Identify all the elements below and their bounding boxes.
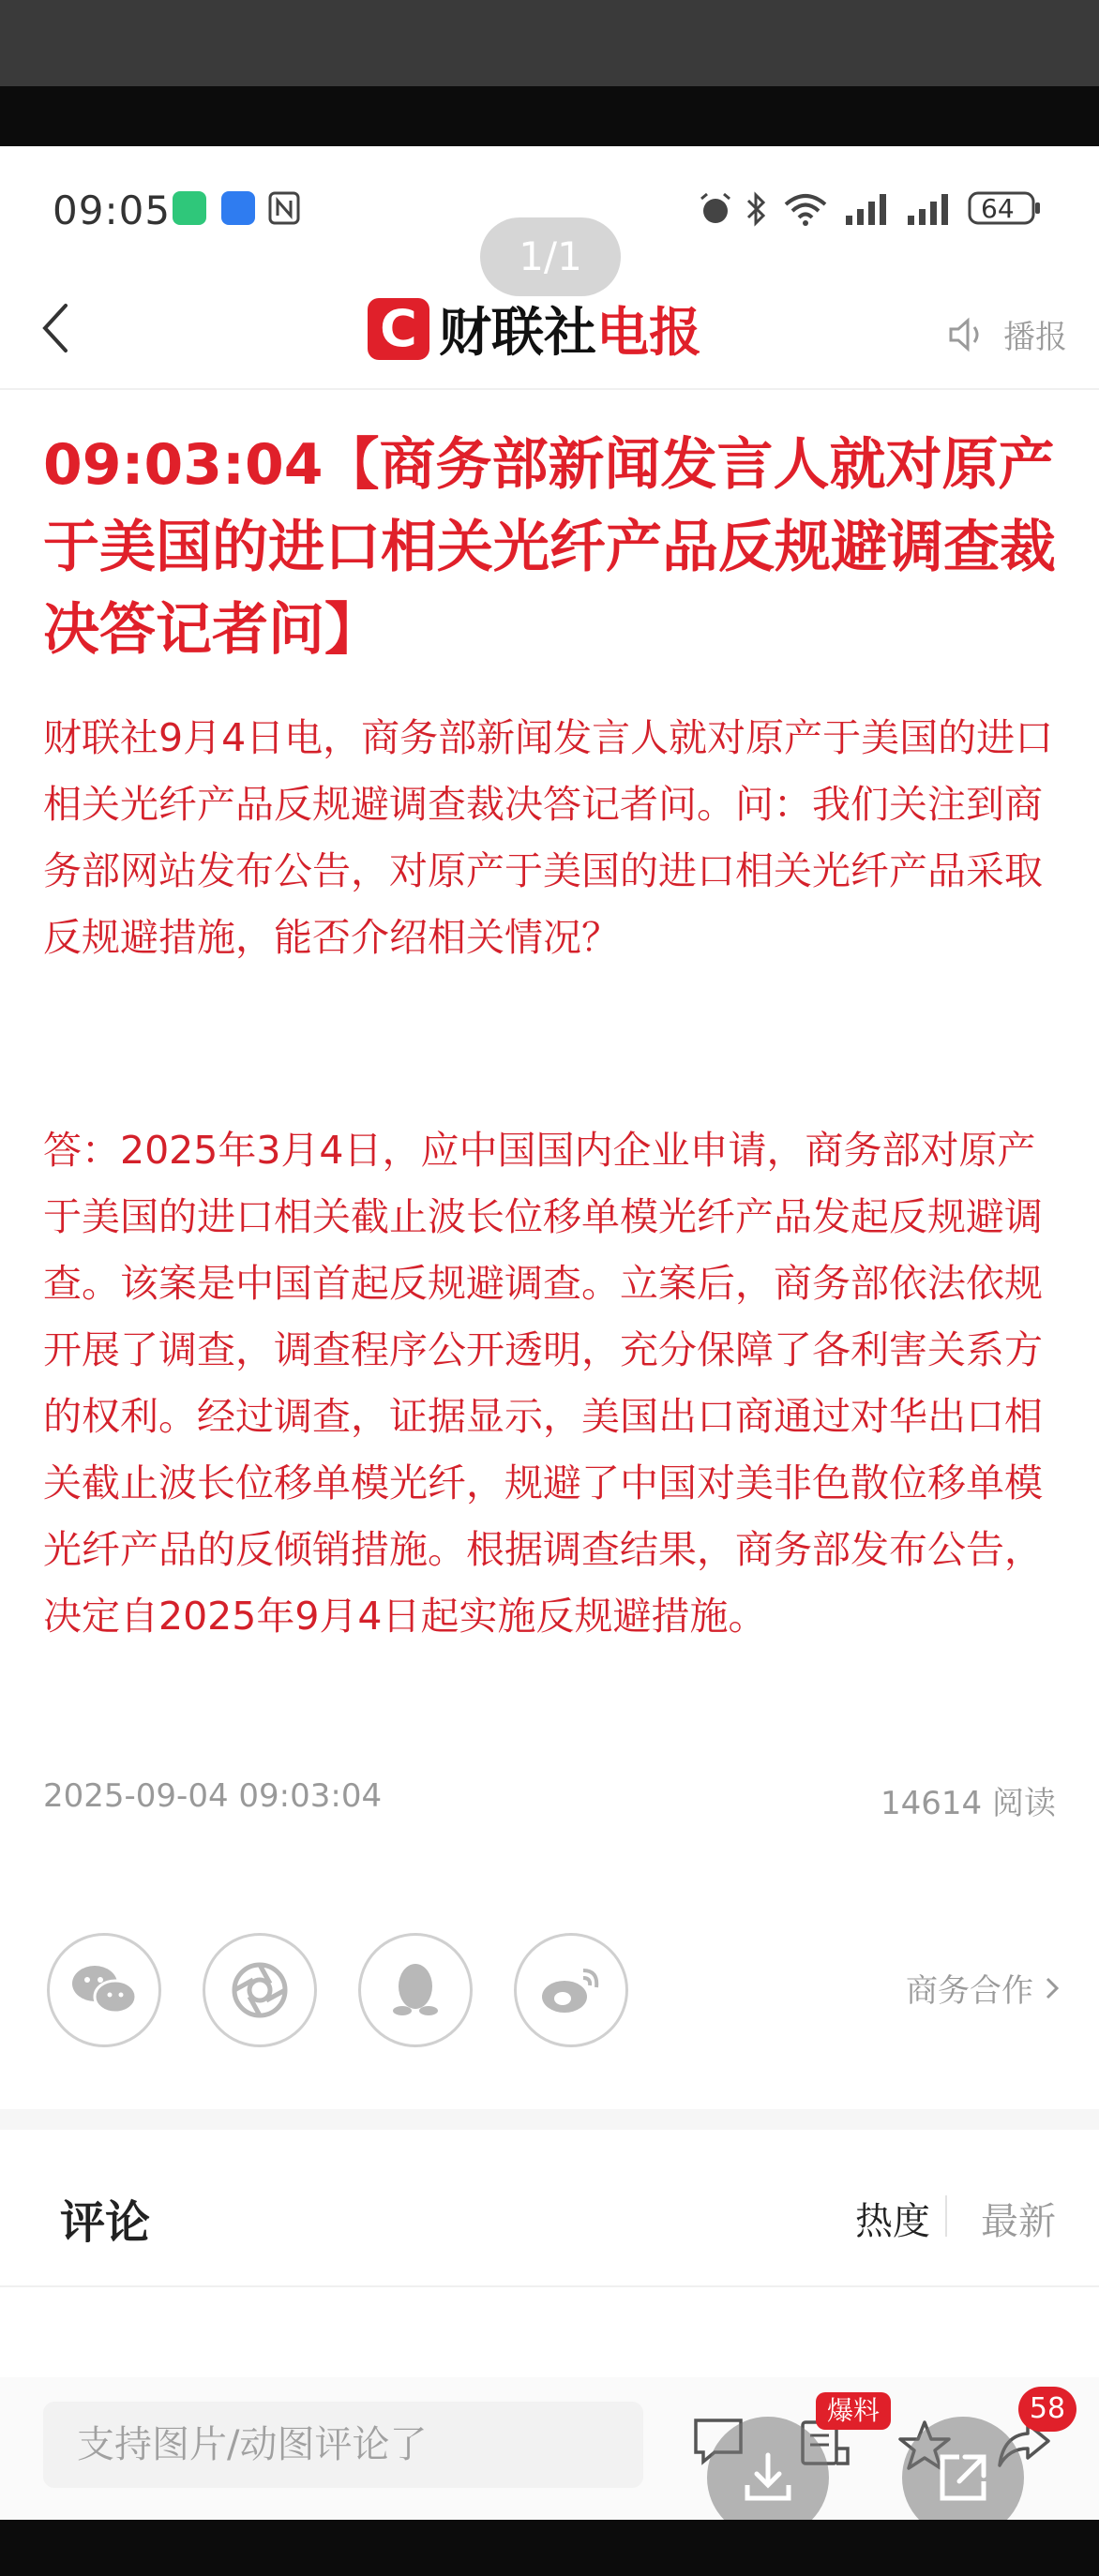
logo-mark: C bbox=[368, 298, 429, 360]
bluetooth-icon bbox=[745, 191, 767, 231]
share-moments-button[interactable] bbox=[203, 1933, 317, 2047]
signal-1-icon bbox=[844, 191, 893, 231]
share-weibo-button[interactable] bbox=[514, 1933, 628, 2047]
comments-title: 评论 bbox=[60, 2196, 151, 2249]
top-dark-band bbox=[0, 0, 1099, 86]
weibo-icon bbox=[538, 1963, 604, 2017]
notification-app2-icon bbox=[221, 191, 255, 225]
article-headline: 09:03:04【商务部新闻发言人就对原产于美国的进口相关光纤产品反规避调查裁决答记者问】 bbox=[43, 432, 1056, 663]
system-navigation-bar bbox=[0, 2520, 1099, 2576]
share-wechat-button[interactable] bbox=[47, 1933, 161, 2047]
share-count-badge: 58 bbox=[1018, 2387, 1076, 2432]
wechat-icon bbox=[68, 1961, 140, 2019]
tab-hot[interactable]: 热度 bbox=[855, 2200, 930, 2243]
speaker-icon bbox=[947, 316, 990, 353]
article-paragraph-2: 答：2025年3月4日，应中国国内企业申请，商务部对原产于美国的进口相关截止波长位移单模光纤产品发起反规避调查。该案是中国首起反规避调查。立案后，商务部依法依规开展了调查，调查程序公开透明，充分保障了各利害关系方的权利。经过调查，证据显示，美国出口商通过对华出口相关截止波长位移单模光纤，规避了中国对美非色散位移单模光纤产品的反倾销措施。根据调查结果，商务部发布公告，决定自2025年9月4日起实施反规避措施。 bbox=[43, 1128, 1043, 1639]
comments-divider bbox=[0, 2285, 1099, 2287]
top-black-band bbox=[0, 86, 1099, 146]
moments-icon bbox=[229, 1959, 291, 2021]
logo-text-black: 财联社 bbox=[439, 303, 596, 364]
alarm-icon bbox=[698, 191, 733, 231]
article-datetime: 2025-09-04 09:03:04 bbox=[43, 1777, 383, 1815]
tab-latest[interactable]: 最新 bbox=[981, 2200, 1056, 2243]
section-separator bbox=[0, 2109, 1099, 2130]
tab-separator bbox=[945, 2195, 947, 2237]
notification-app-icon bbox=[173, 191, 206, 225]
status-time: 09:05 bbox=[53, 187, 172, 233]
header-divider bbox=[0, 388, 1099, 390]
nfc-icon bbox=[268, 191, 300, 229]
back-button[interactable] bbox=[41, 302, 69, 358]
download-icon bbox=[740, 2449, 796, 2506]
tip-off-badge: 爆料 bbox=[816, 2392, 891, 2430]
battery-level: 64 bbox=[981, 193, 1015, 224]
business-cooperation-label: 商务合作 bbox=[906, 1972, 1033, 2010]
read-count: 14614 阅读 bbox=[881, 1785, 1056, 1822]
business-cooperation-link[interactable] bbox=[906, 1965, 1061, 2011]
chevron-right-icon bbox=[1043, 1974, 1061, 2002]
broadcast-label: 播报 bbox=[1003, 319, 1067, 356]
nav-header bbox=[0, 268, 1099, 390]
logo-text-red: 电报 bbox=[596, 303, 701, 364]
external-link-icon bbox=[935, 2449, 991, 2506]
comment-input[interactable]: 支持图片/动图评论了 bbox=[43, 2402, 643, 2488]
wifi-icon bbox=[782, 191, 829, 231]
qq-icon bbox=[389, 1960, 442, 2020]
share-qq-button[interactable] bbox=[358, 1933, 473, 2047]
page-indicator: 1/1 bbox=[480, 217, 621, 296]
signal-2-icon bbox=[906, 191, 955, 231]
phone-screen bbox=[0, 146, 1099, 2576]
article-paragraph-1: 财联社9月4日电，商务部新闻发言人就对原产于美国的进口相关光纤产品反规避调查裁决答记者问。问：我们关注到商务部网站发布公告，对原产于美国的进口相关光纤产品采取反规避措施，能否介绍相关情况？ bbox=[43, 715, 1054, 960]
app-logo bbox=[368, 296, 701, 362]
battery-icon bbox=[968, 189, 1043, 231]
broadcast-button[interactable] bbox=[947, 311, 1067, 357]
